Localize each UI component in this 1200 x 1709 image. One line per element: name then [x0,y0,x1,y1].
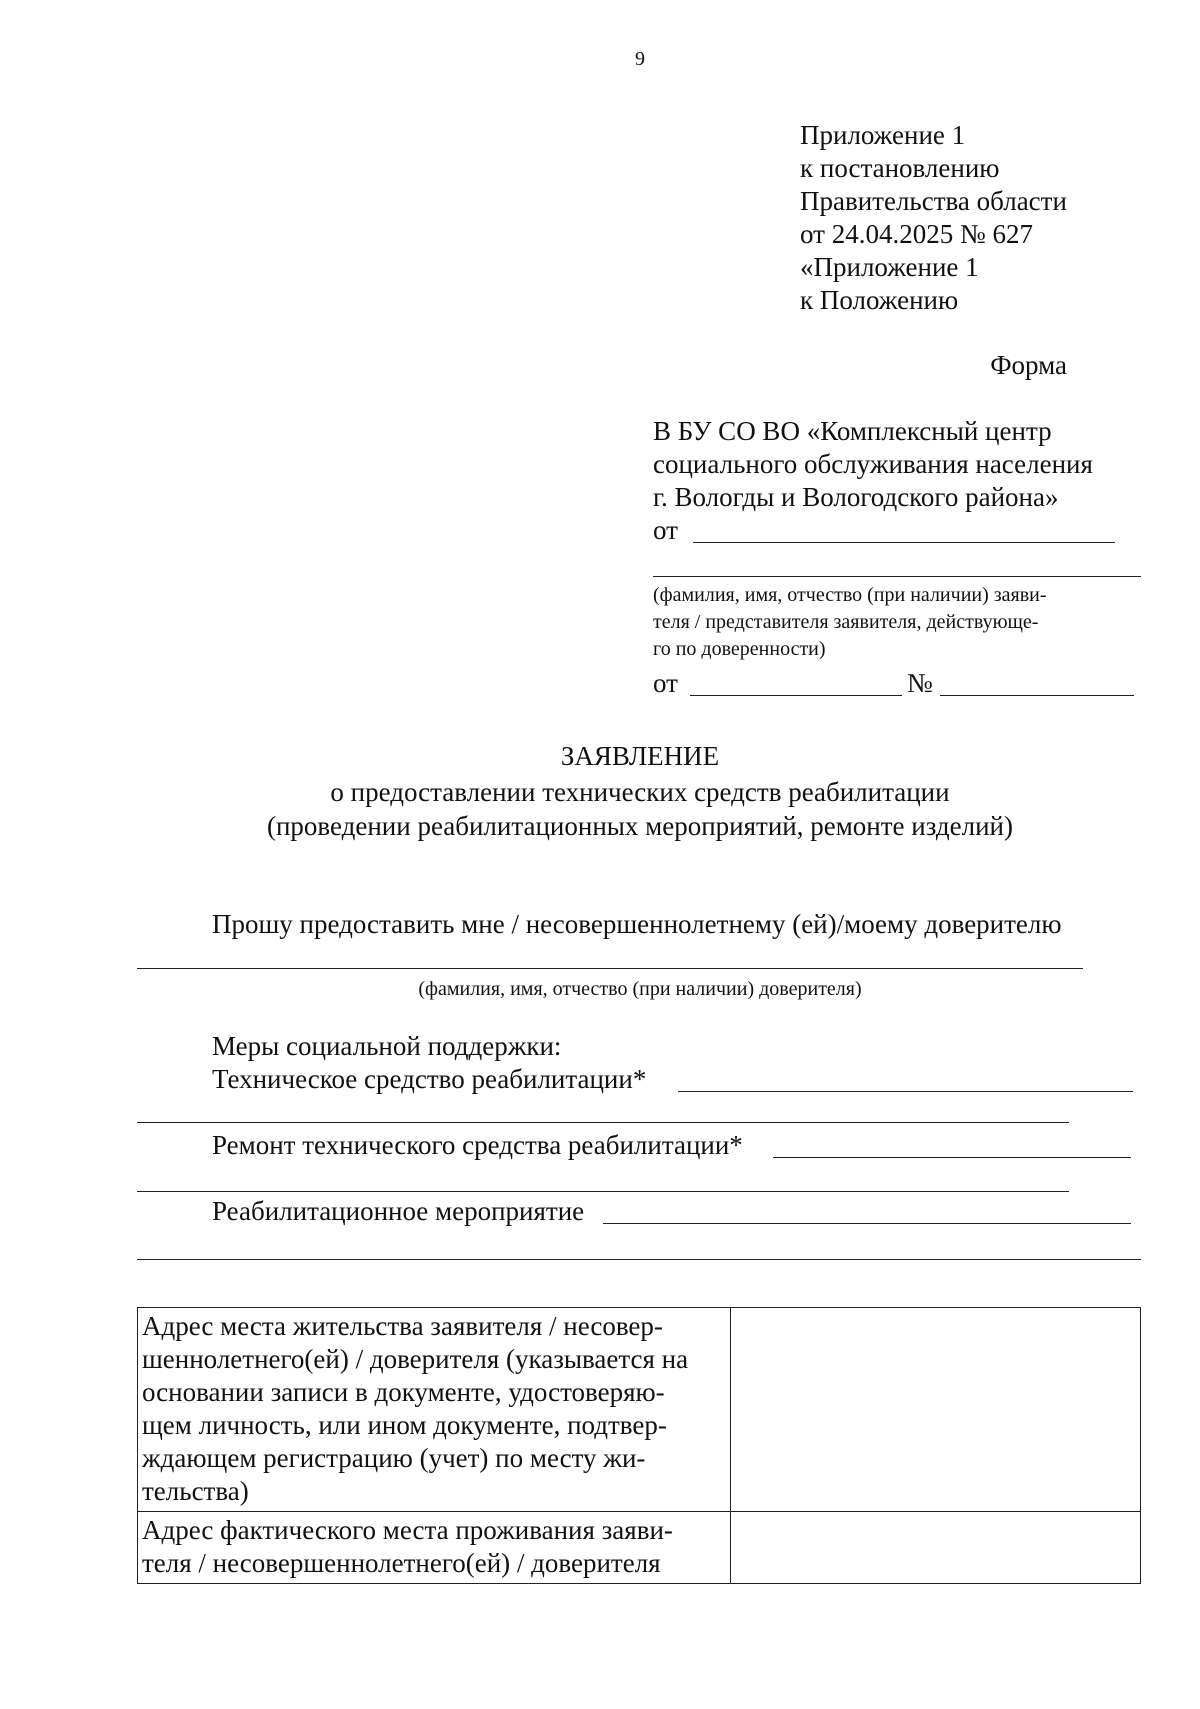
applicant-name-field-line-2[interactable] [653,576,1141,577]
rehab-field-line-2[interactable] [137,1259,1141,1260]
actual-address-field[interactable] [731,1512,1141,1584]
rehab-field[interactable] [603,1223,1131,1224]
page-number: 9 [635,48,645,70]
date-from-label: от [653,668,678,698]
repair-field[interactable] [773,1157,1131,1158]
trustee-name-field[interactable] [137,968,1083,969]
addressee-line: В БУ СО ВО «Комплексный центр [653,416,1052,446]
label-line: ждающем регистрацию (учет) по месту жи- [142,1443,646,1473]
label-line: основании записи в документе, удостоверяю- [142,1377,665,1407]
appendix-line: к постановлению [800,153,1000,183]
repair-label: Ремонт технического средства реабилитации* [212,1130,743,1160]
tsr-label: Техническое средство реабилитации* [212,1064,647,1094]
label-line: щем личность, или ином документе, подтвер- [142,1410,667,1440]
addressee-line: социального обслуживания населения [653,449,1093,479]
tsr-field-line-2[interactable] [137,1122,1069,1123]
table-row [138,1308,1141,1512]
registration-number-field[interactable] [940,695,1134,696]
addressee-block [653,415,1093,514]
caption-line: го по доверенности) [653,638,826,660]
appendix-line: «Приложение 1 [800,252,979,282]
table-row [138,1512,1141,1584]
measures-heading: Меры социальной поддержки: [212,1031,562,1061]
appendix-block [800,119,1067,317]
label-line: теля / несовершеннолетнего(ей) / доверителя [142,1548,661,1578]
appendix-line: Правительства области [800,186,1067,216]
actual-address-label [138,1512,731,1584]
caption-line: (фамилия, имя, отчество (при наличии) заяви- [653,584,1047,606]
residence-address-field[interactable] [731,1308,1141,1512]
from-label: от [653,515,678,545]
address-table [137,1307,1141,1584]
repair-field-line-2[interactable] [137,1191,1069,1192]
applicant-name-field[interactable] [693,542,1115,543]
rehab-label: Реабилитационное мероприятие [212,1196,585,1226]
document-title: ЗАЯВЛЕНИЕ [560,741,720,771]
addressee-line: г. Вологды и Вологодского района» [653,482,1059,512]
label-line: тельства) [142,1476,249,1506]
trustee-caption: (фамилия, имя, отчество (при наличии) доверителя) [418,978,862,1000]
appendix-line: Приложение 1 [800,120,966,150]
document-subtitle-2: (проведении реабилитационных мероприятий, ремонте изделий) [266,811,1014,841]
label-line: Адрес места жительства заявителя / несовер- [142,1311,663,1341]
tsr-field[interactable] [678,1091,1133,1092]
label-line: Адрес фактического места проживания заяви- [142,1515,673,1545]
date-field[interactable] [690,695,902,696]
appendix-line: от 24.04.2025 № 627 [800,219,1033,249]
caption-line: теля / представителя заявителя, действующе- [653,611,1039,633]
appendix-line: к Положению [800,285,959,315]
number-sign: № [907,668,933,698]
request-text: Прошу предоставить мне / несовершеннолетнему (ей)/моему доверителю [212,909,1062,939]
document-subtitle: о предоставлении технических средств реабилитации [330,777,950,807]
applicant-caption [653,582,1143,663]
label-line: шеннолетнего(ей) / доверителя (указывается на [142,1344,689,1374]
residence-address-label [138,1308,731,1512]
form-label: Форма [990,350,1067,380]
